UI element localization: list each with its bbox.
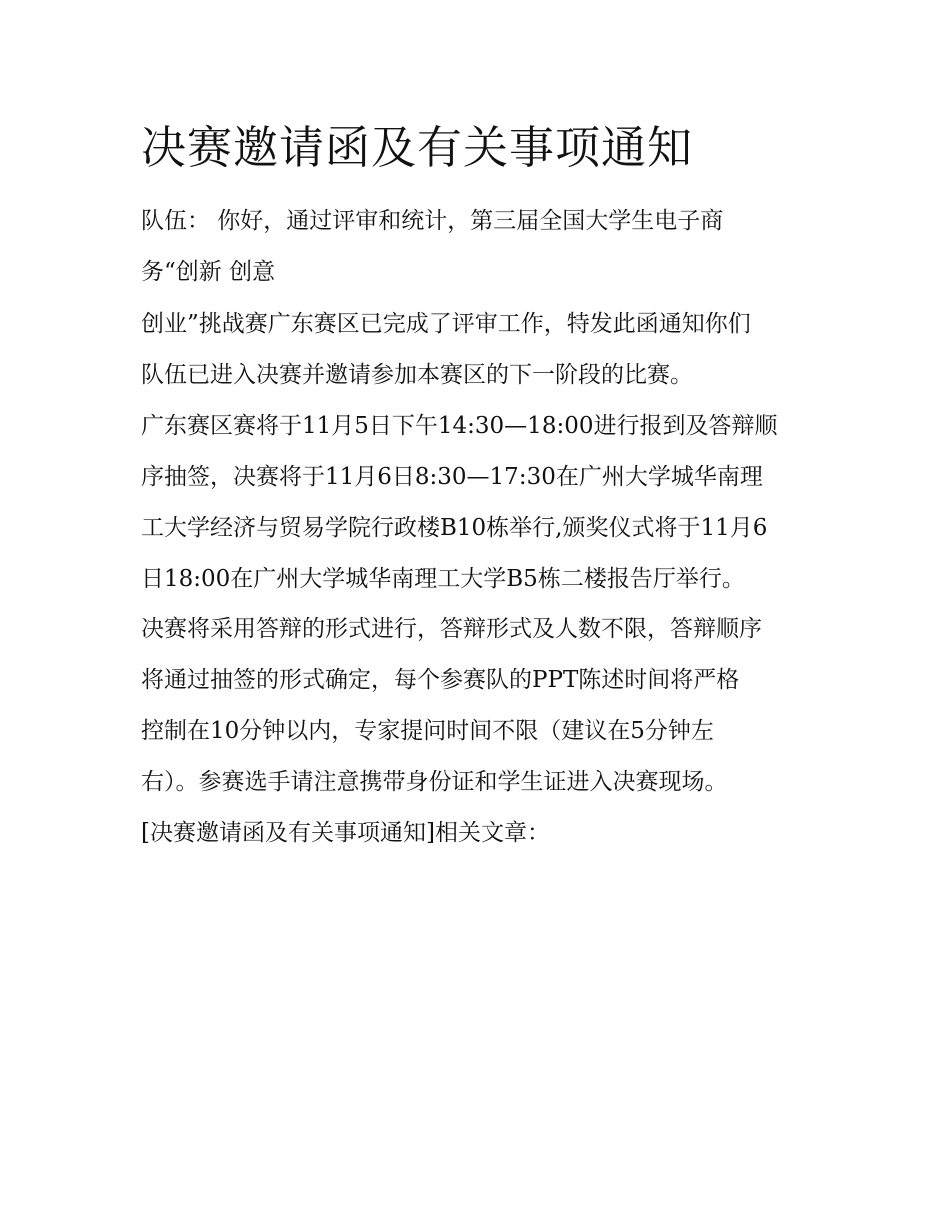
related-articles-heading: [决赛邀请函及有关事项通知]相关文章： xyxy=(141,820,550,846)
body-line: 队伍： 你好，通过评审和统计，第三届全国大学生电子商 xyxy=(141,208,724,234)
body-line: 创业”挑战赛广东赛区已完成了评审工作，特发此函通知你们 xyxy=(141,311,751,337)
body-line: 右）。参赛选手请注意携带身份证和学生证进入决赛现场。 xyxy=(141,769,728,795)
document-title: 决赛邀请函及有关事项通知 xyxy=(141,121,694,174)
body-line: 决赛将采用答辩的形式进行，答辩形式及人数不限，答辩顺序 xyxy=(141,616,762,642)
body-line: 将通过抽签的形式确定，每个参赛队的PPT陈述时间将严格 xyxy=(141,667,740,693)
body-line: 控制在10分钟以内，专家提问时间不限（建议在5分钟左 xyxy=(141,718,714,744)
body-line: 日18:00在广州大学城华南理工大学B5栋二楼报告厅举行。 xyxy=(141,566,745,592)
body-line: 务“创新 创意 xyxy=(141,259,276,285)
body-line: 队伍已进入决赛并邀请参加本赛区的下一阶段的比赛。 xyxy=(141,362,693,388)
body-line: 广东赛区赛将于11月5日下午14:30—18:00进行报到及答辩顺 xyxy=(141,413,778,439)
body-line: 工大学经济与贸易学院行政楼B10栋举行,颁奖仪式将于11月6 xyxy=(141,515,768,541)
body-line: 序抽签，决赛将于11月6日8:30—17:30在广州大学城华南理 xyxy=(141,464,763,490)
